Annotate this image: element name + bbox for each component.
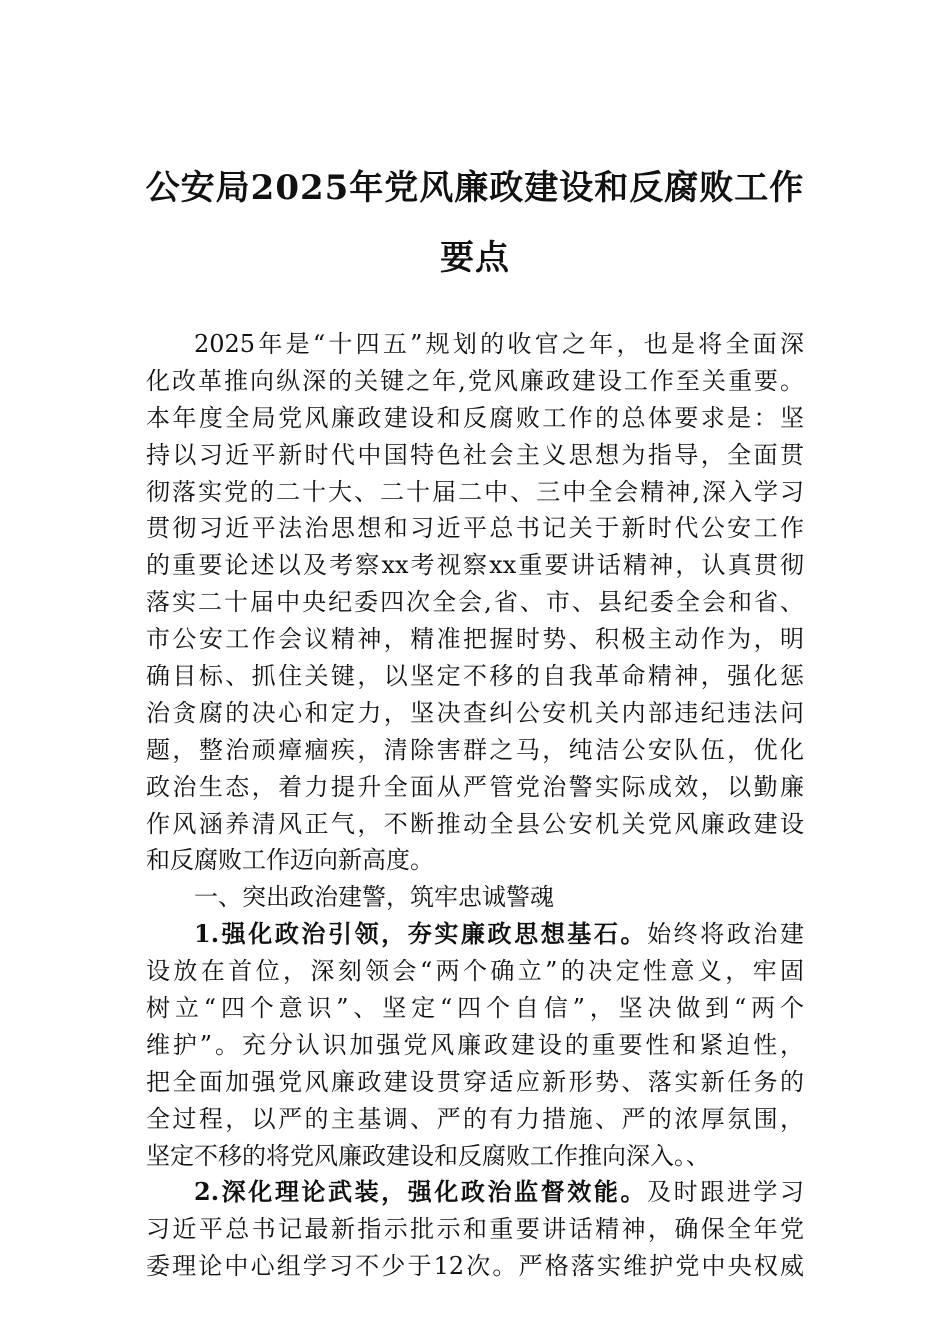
intro-line-6: 贯彻习近平法治思想和习近平总书记关于新时代公安工作	[146, 514, 804, 543]
document-title	[120, 160, 830, 286]
intro-line-11: 治贪腐的决心和定力，坚决查纠公安机关内部违纪违法问	[146, 698, 804, 727]
intro-line-8: 落实二十届中央纪委四次全会,省、市、县纪委全会和省、	[146, 588, 804, 617]
intro-line-10: 确目标、抓住关键，以坚定不移的自我革命精神，强化惩	[146, 662, 804, 691]
item-1-line-4: 维护”。充分认识加强党风廉政建设的重要性和紧迫性，	[146, 1030, 804, 1059]
item-1-first-line-rest: 始终将政治建	[647, 920, 805, 949]
item-1-line-3: 树立“四个意识”、坚定“四个自信”，坚决做到“两个	[146, 994, 804, 1023]
intro-line-7: 的重要论述以及考察xx考视察xx重要讲话精神，认真贯彻	[146, 551, 804, 580]
intro-paragraph	[146, 326, 804, 879]
item-1-lead: 1.强化政治引领，夯实廉政思想基石。	[194, 919, 648, 949]
intro-line-9: 市公安工作会议精神，精准把握时势、积极主动作为，明	[146, 625, 804, 654]
item-2-line-3: 委理论中心组学习不少于12次。严格落实维护党中央权威	[146, 1252, 804, 1281]
intro-line-5: 彻落实党的二十大、二十届二中、三中全会精神,深入学习	[146, 477, 804, 506]
intro-line-2: 化改革推向纵深的关键之年,党风廉政建设工作至关重要。	[146, 366, 804, 395]
item-2-first-line	[146, 1174, 804, 1211]
document-body	[146, 326, 804, 1285]
item-1-line-6: 全过程，以严的主基调、严的有力措施、严的浓厚氛围，	[146, 1104, 804, 1133]
item-1-line-7: 坚定不移的将党风廉政建设和反腐败工作推向深入。、	[146, 1141, 710, 1170]
item-1-line-5: 把全面加强党风廉政建设贯穿适应新形势、落实新任务的	[146, 1067, 804, 1096]
item-2-line-2: 习近平总书记最新指示批示和重要讲话精神，确保全年党	[146, 1215, 804, 1244]
intro-line-1: 2025年是“十四五”规划的收官之年，也是将全面深	[194, 330, 804, 358]
item-2-lead: 2.深化理论武装，强化政治监督效能。	[194, 1177, 648, 1207]
title-line-2: 要点	[440, 238, 510, 278]
intro-line-13: 政治生态，着力提升全面从严管党治警实际成效，以勤廉	[146, 772, 804, 801]
item-2-first-line-rest: 及时跟进学习	[647, 1178, 805, 1207]
intro-line-14: 作风涵养清风正气，不断推动全县公安机关党风廉政建设	[146, 809, 804, 838]
intro-line-3: 本年度全局党风廉政建设和反腐败工作的总体要求是：坚	[146, 403, 804, 432]
intro-line-4: 持以习近平新时代中国特色社会主义思想为指导，全面贯	[146, 440, 804, 469]
section-heading-1: 一、突出政治建警，筑牢忠诚警魂	[194, 883, 554, 912]
item-1-first-line	[146, 916, 804, 953]
item-2-paragraph	[146, 1174, 804, 1285]
title-line-1: 公安局2025年党风廉政建设和反腐败工作	[145, 168, 805, 208]
item-1-paragraph	[146, 916, 804, 1174]
intro-line-15: 和反腐败工作迈向新高度。	[146, 846, 434, 875]
item-1-line-2: 设放在首位，深刻领会“两个确立”的决定性意义，牢固	[146, 957, 804, 986]
intro-line-12: 题，整治顽瘴痼疾，清除害群之马，纯洁公安队伍，优化	[146, 735, 804, 764]
